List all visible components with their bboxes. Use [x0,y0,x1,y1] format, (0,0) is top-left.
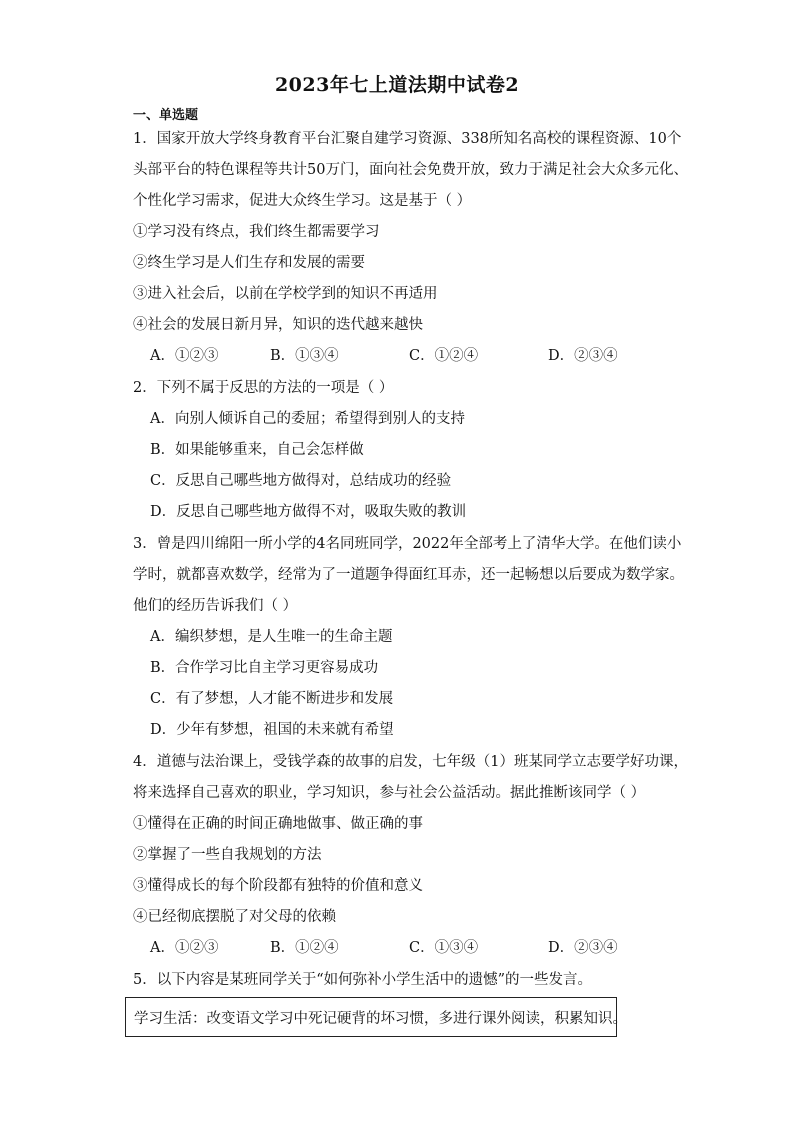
q1-line-3: 个性化学习需求，促进大众终生学习。这是基于（ ） [133,193,472,209]
q1-item-4: ④社会的发展日新月异，知识的迭代越来越快 [133,317,423,333]
q4-line-2: 将来选择自己喜欢的职业，学习知识，参与社会公益活动。据此推断该同学（ ） [133,785,646,801]
q4-option-b: B．①②④ [270,940,339,956]
q5-quote-box [125,997,627,1037]
q1-item-3: ③进入社会后，以前在学校学到的知识不再适用 [133,286,438,302]
q5-stem: 5．以下内容是某班同学关于“如何弥补小学生活中的遗憾”的一些发言。 [133,972,593,988]
q1-option-d: D．②③④ [548,348,618,364]
q4-option-a: A．①②③ [150,940,219,956]
q3-option-c: C．有了梦想，人才能不断进步和发展 [150,691,394,707]
q1-option-a: A．①②③ [150,348,219,364]
q1-line-2: 头部平台的特色课程等共计50万门，面向社会免费开放，致力于满足社会大众多元化、 [133,162,688,178]
q1-option-b: B．①③④ [270,348,339,364]
q2-option-c: C．反思自己哪些地方做得对，总结成功的经验 [150,473,452,489]
q2-option-d: D．反思自己哪些地方做得不对，吸取失败的教训 [150,504,467,520]
q4-option-d: D．②③④ [548,940,618,956]
q1-item-1: ①学习没有终点，我们终生都需要学习 [133,224,380,240]
q2-option-b: B．如果能够重来，自己会怎样做 [150,442,364,458]
q4-item-3: ③懂得成长的每个阶段都有独特的价值和意义 [133,878,423,894]
q3-option-a: A．编织梦想，是人生唯一的生命主题 [150,629,393,645]
q4-item-1: ①懂得在正确的时间正确地做事、做正确的事 [133,816,423,832]
q4-item-4: ④已经彻底摆脱了对父母的依赖 [133,909,336,925]
q4-line-1: 4．道德与法治课上，受钱学森的故事的启发，七年级（1）班某同学立志要学好功课， [133,754,688,770]
q5-quote-text: 学习生活：改变语文学习中死记硬背的坏习惯，多进行课外阅读，积累知识。 [134,1011,627,1027]
q1-item-2: ②终生学习是人们生存和发展的需要 [133,255,365,271]
q3-option-b: B．合作学习比自主学习更容易成功 [150,660,379,676]
q4-option-c: C．①③④ [409,940,479,956]
q2-option-a: A．向别人倾诉自己的委屈；希望得到别人的支持 [150,411,465,427]
q1-line-1: 1．国家开放大学终身教育平台汇聚自建学习资源、338所知名高校的课程资源、10个 [133,131,682,147]
q3-line-3: 他们的经历告诉我们（ ） [133,598,298,614]
q3-option-d: D．少年有梦想，祖国的未来就有希望 [150,722,394,738]
q1-option-c: C．①②④ [409,348,479,364]
q3-line-1: 3．曾是四川绵阳一所小学的4名同班同学，2022年全部考上了清华大学。在他们读小 [133,536,682,552]
q2-stem: 2．下列不属于反思的方法的一项是（ ） [133,380,394,396]
q4-item-2: ②掌握了一些自我规划的方法 [133,847,322,863]
q3-line-2: 学时，就都喜欢数学，经常为了一道题争得面红耳赤，还一起畅想以后要成为数学家。 [133,567,684,583]
section-heading: 一、单选题 [133,108,199,123]
page-title: 2023年七上道法期中试卷2 [274,74,520,96]
